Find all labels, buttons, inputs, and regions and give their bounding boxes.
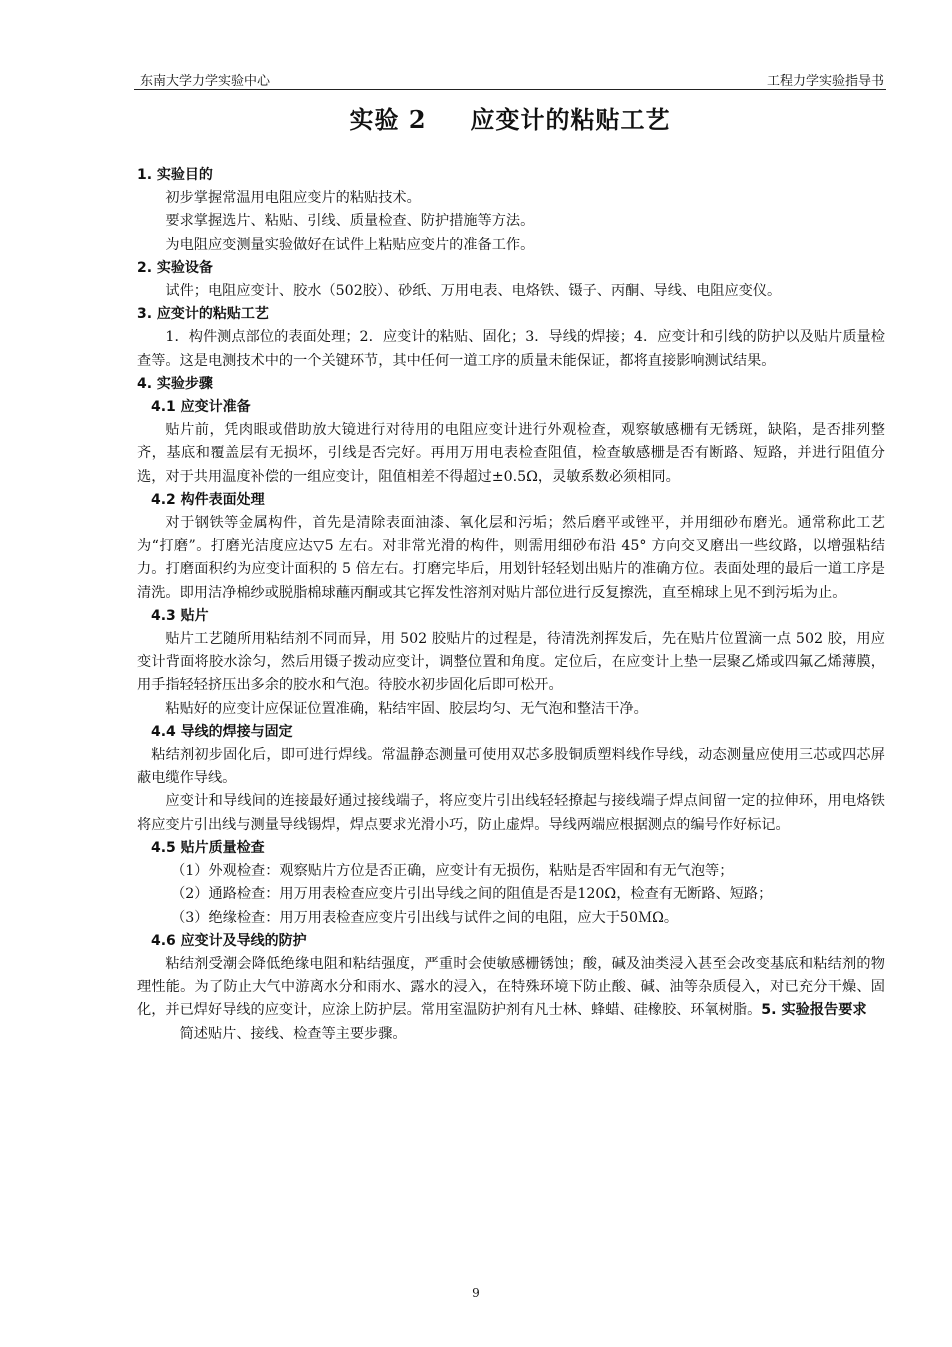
subsection-heading-4-4: 4.4 导线的焊接与固定 xyxy=(151,723,293,740)
subsection-heading-4-6: 4.6 应变计及导线的防护 xyxy=(151,932,307,949)
document-body xyxy=(137,164,885,1046)
page-title xyxy=(134,100,886,135)
s1-line-2: 要求掌握选片、粘贴、引线、质量检查、防护措施等方法。 xyxy=(165,213,535,230)
s1-line-1: 初步掌握常温用电阻应变片的粘贴技术。 xyxy=(165,190,421,207)
s4-3-paragraph-1: 贴片工艺随所用粘结剂不同而异，用 502 胶贴片的过程是，待清洗剂挥发后，先在贴片位置滴一点 502 胶，用应变计背面将胶水涂匀，然后用镊子拨动应变计，调整位置和角度。定位后，在应变计上垫一层聚乙烯或四氟乙烯薄膜，用手指轻轻挤压出多余的胶水和气泡。待胶水初步固化后即可松开。 xyxy=(137,631,885,694)
s4-4-paragraph-1: 粘结剂初步固化后，即可进行焊线。常温静态测量可使用双芯多股铜质塑料线作导线，动态测量应使用三芯或四芯屏蔽电缆作导线。 xyxy=(137,747,885,787)
subsection-heading-4-3: 4.3 贴片 xyxy=(151,607,209,624)
s4-4-paragraph-2: 应变计和导线间的连接最好通过接线端子，将应变片引出线轻轻撩起与接线端子焊点间留一定的拉伸环，用电烙铁将应变片引出线与测量导线锡焊，焊点要求光滑小巧，防止虚焊。导线两端应根据测点的编号作好标记。 xyxy=(137,793,885,833)
subsection-heading-4-2: 4.2 构件表面处理 xyxy=(151,491,265,508)
s4-5-item-3: （3）绝缘检查：用万用表检查应变片引出线与试件之间的电阻，应大于50ＭΩ。 xyxy=(171,909,679,926)
section-heading-2: 2. 实验设备 xyxy=(137,259,213,276)
s5-paragraph: 简述贴片、接线、检查等主要步骤。 xyxy=(179,1025,407,1042)
title-number: 实验 2 xyxy=(349,105,427,134)
s2-paragraph: 试件；电阻应变计、胶水（502胶）、砂纸、万用电表、电烙铁、镊子、丙酮、导线、电阻应变仪。 xyxy=(165,283,782,300)
s4-3-paragraph-2: 粘贴好的应变计应保证位置准确，粘结牢固、胶层均匀、无气泡和整洁干净。 xyxy=(165,700,648,717)
header-divider xyxy=(134,89,886,90)
s4-6-paragraph xyxy=(137,953,885,1023)
s4-5-item-2: （2）通路检查：用万用表检查应变片引出导线之间的阻值是否是120Ω，检查有无断路、短路； xyxy=(171,886,773,903)
s4-1-paragraph: 贴片前，凭肉眼或借助放大镜进行对待用的电阻应变计进行外观检查，观察敏感栅有无锈斑，缺陷，是否排列整齐，基底和覆盖层有无损坏，引线是否完好。再用万用电表检查阻值，检查敏感栅是否有断路、短路，并进行阻值分选，对于共用温度补偿的一组应变计，阻值相差不得超过±0.5Ω，灵敏系数必须相同。 xyxy=(137,422,885,485)
section-heading-4: 4. 实验步骤 xyxy=(137,375,213,392)
s4-6-text: 粘结剂受潮会降低绝缘电阻和粘结强度，严重时会使敏感栅锈蚀；酸，碱及油类浸入甚至会改变基底和粘结剂的物理性能。为了防止大气中游离水分和雨水、露水的浸入，在特殊环境下防止酸、碱、油等杂质侵入，对已充分干燥、固化，并已焊好导线的应变计，应涂上防护层。常用室温防护剂有凡士林、蜂蜡、硅橡胶、环氧树脂。 xyxy=(137,955,885,1019)
s3-paragraph: 1．构件测点部位的表面处理；2．应变计的粘贴、固化；3．导线的焊接；4．应变计和引线的防护以及贴片质量检查等。这是电测技术中的一个关键环节，其中任何一道工序的质量未能保证，都将直接影响测试结果。 xyxy=(137,329,885,369)
section-heading-5: 5. 实验报告要求 xyxy=(761,1002,867,1019)
page-header-left: 东南大学力学实验中心 xyxy=(140,74,271,89)
subsection-heading-4-1: 4.1 应变计准备 xyxy=(151,399,251,416)
subsection-heading-4-5: 4.5 贴片质量检查 xyxy=(151,839,265,856)
section-heading-3: 3. 应变计的粘贴工艺 xyxy=(137,306,269,323)
page-number: 9 xyxy=(472,1286,480,1300)
s1-line-3: 为电阻应变测量实验做好在试件上粘贴应变片的准备工作。 xyxy=(165,236,535,253)
title-text: 应变计的粘贴工艺 xyxy=(470,105,671,134)
s4-5-item-1: （1）外观检查：观察贴片方位是否正确，应变计有无损伤，粘贴是否牢固和有无气泡等； xyxy=(171,863,734,880)
section-heading-1: 1. 实验目的 xyxy=(137,167,213,183)
page-header-right: 工程力学实验指导书 xyxy=(766,74,884,89)
s4-2-paragraph: 对于钢铁等金属构件，首先是清除表面油漆、氧化层和污垢；然后磨平或锉平，并用细砂布磨光。通常称此工艺为“打磨”。打磨光洁度应达▽5 左右。对非常光滑的构件，则需用细砂布沿 45° 方向交叉磨出一些纹路，以增强粘结力。打磨面积约为应变计面积的 5 倍左右。打磨完毕后，用划针轻轻划出贴片的准确方位。表面处理的最后一道工序是清洗。即用洁净棉纱或脱脂棉球蘸丙酮或其它挥发性溶剂对贴片部位进行反复擦洗，直至棉球上见不到污垢为止。 xyxy=(137,515,885,601)
